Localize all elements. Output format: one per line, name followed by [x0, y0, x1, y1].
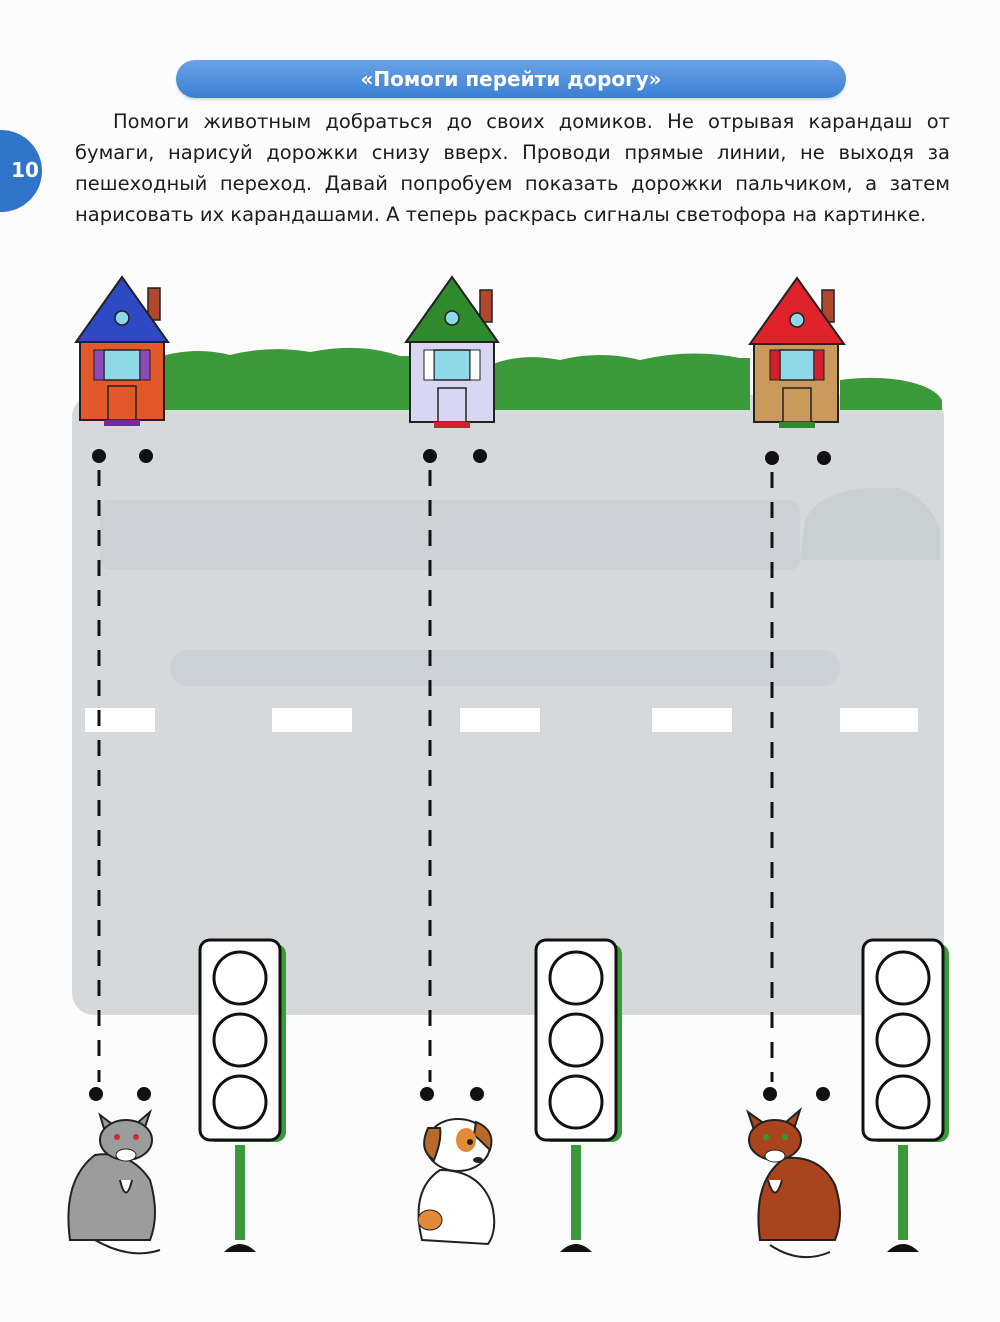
crosswalk-block — [652, 708, 732, 732]
light-green-circle[interactable] — [877, 1076, 929, 1128]
instructions-text: Помоги животным добраться до своих домиков. Не отрывая карандаш от бумаги, нарисуй дорожки снизу вверх. Проводи прямые линии, не выходя за пешеходный переход. Давай попробуем показать дорожки пальчиком, а затем нарисовать их карандашами. А теперь раскрась сигналы светофора на картинке. — [75, 110, 950, 226]
light-green-circle[interactable] — [550, 1076, 602, 1128]
traffic-light — [200, 940, 286, 1252]
crosswalk-block — [272, 708, 352, 732]
house-green — [406, 277, 498, 428]
light-red-circle[interactable] — [877, 952, 929, 1004]
crosswalk-block — [460, 708, 540, 732]
page-number: 10 — [11, 158, 39, 182]
light-red-circle[interactable] — [550, 952, 602, 1004]
light-yellow-circle[interactable] — [877, 1014, 929, 1066]
light-yellow-circle[interactable] — [550, 1014, 602, 1066]
light-green-circle[interactable] — [214, 1076, 266, 1128]
house-blue — [76, 277, 168, 426]
traffic-light — [863, 940, 949, 1252]
traffic-light — [536, 940, 622, 1252]
puppy — [418, 1119, 494, 1244]
red-cat — [748, 1110, 840, 1257]
crosswalk-block — [85, 708, 155, 732]
page-title: «Помоги перейти дорогу» — [360, 67, 662, 91]
house-red — [750, 278, 844, 428]
light-red-circle[interactable] — [214, 952, 266, 1004]
gray-cat — [68, 1112, 160, 1253]
road-stripe — [100, 500, 800, 570]
crosswalk-block — [840, 708, 918, 732]
road-faded-banner — [170, 650, 840, 686]
light-yellow-circle[interactable] — [214, 1014, 266, 1066]
road-area — [72, 395, 944, 1015]
